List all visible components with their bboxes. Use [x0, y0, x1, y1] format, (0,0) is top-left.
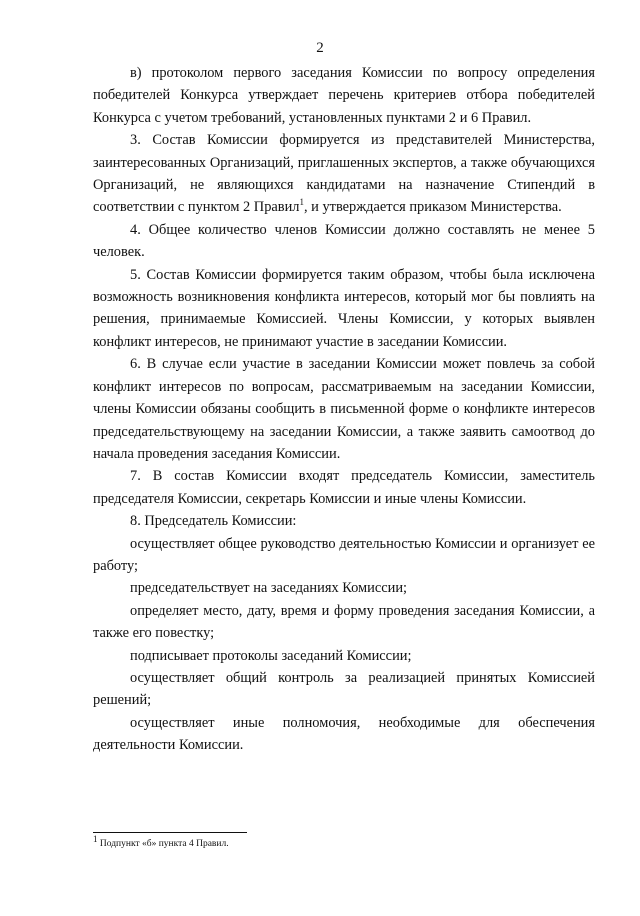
paragraph-7: 7. В состав Комиссии входят председатель Комиссии, заместитель председателя Комиссии, секретарь Комиссии и иные члены Комиссии.	[93, 468, 595, 507]
chair-duty-other-powers: осуществляет иные полномочия, необходимые для обеспечения деятельности Комиссии.	[93, 714, 595, 754]
paragraph-4: 4. Общее количество членов Комиссии должно составлять не менее 5 человек.	[93, 221, 595, 261]
footnote	[93, 833, 595, 850]
chair-duty-general-control: осуществляет общий контроль за реализацией принятых Комиссией решений;	[93, 669, 595, 709]
paragraph-8: 8. Председатель Комиссии:	[130, 513, 297, 530]
paragraph-3-tail: , и утверждается приказом Министерства.	[303, 199, 562, 216]
footnote-reference: 1	[299, 197, 304, 208]
paragraph-5: 5. Состав Комиссии формируется таким образом, чтобы была исключена возможность возникновения конфликта интересов, который мог бы повлиять на решения, принимаемые Комиссией. Члены Комиссии, у которых выявлен конфликт интересов, не принимают участие в заседании Комиссии.	[93, 266, 595, 350]
chair-duty-presides: председательствует на заседаниях Комиссии;	[130, 580, 408, 597]
paragraph-3	[93, 129, 595, 219]
paragraph-2v: в) протоколом первого заседания Комиссии по вопросу определения победителей Конкурса утверждает перечень критериев отбора победителей Конкурса с учетом требований, установленных пунктами 2 и 6 Правил.	[93, 65, 595, 126]
paragraph-6: 6. В случае если участие в заседании Комиссии может повлечь за собой конфликт интересов по вопросам, рассматриваемым на заседании Комиссии, члены Комиссии обязаны сообщить в письменной форме о конфликте интересов председательствующему на заседании Комиссии, а также заявить самоотвод до начала проведения заседания Комиссии.	[93, 356, 595, 462]
footnote-marker: 1	[93, 833, 98, 844]
footnote-divider	[93, 832, 247, 833]
chair-duty-sets-meeting: определяет место, дату, время и форму проведения заседания Комиссии, а также его повестку;	[93, 602, 595, 642]
footnote-text: Подпункт «б» пункта 4 Правил.	[97, 839, 229, 849]
document-body	[93, 62, 595, 757]
chair-duty-general-management: осуществляет общее руководство деятельностью Комиссии и организует ее работу;	[93, 535, 595, 574]
paragraph-3-text: 3. Состав Комиссии формируется из представителей Министерства, заинтересованных Организаций, приглашенных экспертов, а также обучающихся Организаций, не являющихся кандидатами на назначение Стипендий в соответствии с пунктом 2 Правил	[93, 132, 595, 216]
page-number: 2	[316, 40, 324, 56]
chair-duty-signs-protocols: подписывает протоколы заседаний Комиссии;	[130, 647, 412, 664]
